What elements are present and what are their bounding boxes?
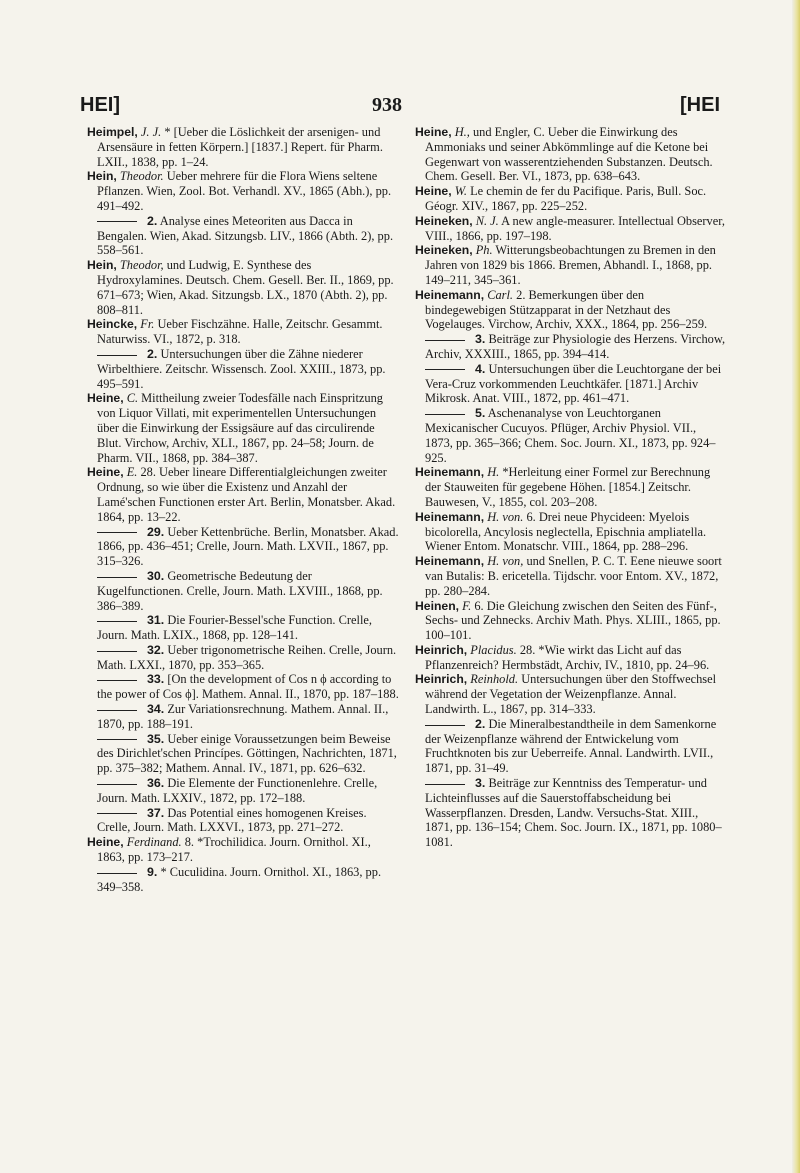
bibliography-subentry (87, 613, 399, 643)
author-surname: Heineken, (415, 213, 473, 228)
bibliography-entry (415, 214, 727, 244)
bibliography-entry (87, 465, 399, 524)
entry-text: Untersuchungen über den Stoffwechsel während der Vegetation der Weizenpflanze. Annal. Landwirth. L., 1867, pp. 314–333. (425, 672, 717, 717)
ditto-dash (97, 355, 137, 356)
bibliography-entry (87, 317, 399, 347)
ditto-dash (97, 651, 137, 652)
ditto-dash (97, 784, 137, 785)
author-given-name: Placidus. (470, 642, 517, 657)
bibliography-entry (415, 288, 727, 332)
bibliography-entry (87, 169, 399, 213)
page-edge (792, 0, 800, 1173)
author-given-name: Fr. (140, 317, 155, 332)
entry-text: 28. *Wie wirkt das Licht auf das Pflanzenreich? Hermbstädt, Archiv, IV., 1810, pp. 24–96. (425, 642, 710, 672)
entry-number: 33. (147, 672, 165, 687)
author-surname: Heine, (87, 465, 124, 480)
ditto-dash (97, 739, 137, 740)
bibliography-subentry (87, 347, 399, 391)
entry-text: [On the development of Cos n ϕ according to the power of Cos ϕ]. Mathem. Annal. II., 1870, pp. 187–188. (97, 672, 399, 702)
bibliography-entry (415, 554, 727, 598)
entry-number: 4. (475, 361, 486, 376)
author-given-name: Theodor. (119, 169, 164, 184)
entry-text: und Ludwig, E. Synthese des Hydroxylamines. Deutsch. Chem. Gesell. Ber. II., 1869, pp. 671–673; Wien, Akad. Sitzungsb. LX., 1870 (Abth. 2), pp. 808–811. (97, 258, 394, 317)
entry-number: 30. (147, 568, 165, 583)
entry-text: Ueber einige Voraussetzungen beim Beweise des Dirichlet'schen Princípes. Göttingen, Nachrichten, 1871, pp. 375–382; Mathem. Annal. IV., 1871, pp. 626–632. (97, 731, 397, 776)
bibliography-subentry (87, 214, 399, 258)
bibliography-subentry (415, 362, 727, 406)
bibliography-subentry (415, 717, 727, 776)
entry-text: Das Potential eines homogenen Kreises. Crelle, Journ. Math. LXXVI., 1873, pp. 271–272. (97, 805, 367, 835)
entry-text: Ueber Kettenbrüche. Berlin, Monatsber. Akad. 1866, pp. 436–451; Crelle, Journ. Math. LXVII., 1867, pp. 315–326. (97, 524, 399, 569)
entry-text: * Cuculidina. Journ. Ornithol. XI., 1863, pp. 349–358. (97, 864, 382, 894)
entry-number: 2. (475, 716, 486, 731)
entry-text: und Engler, C. Ueber die Einwirkung des Ammoniaks und seiner Abkömmlinge auf die Ketone bei Gegenwart von wasserentziehenden Substanzen. Deutsch. Chem. Gesell. Ber. VI., 1873, pp. 638–643. (425, 125, 713, 184)
entry-number: 3. (475, 332, 486, 347)
author-surname: Heinemann, (415, 509, 485, 524)
author-surname: Heine, (87, 391, 124, 406)
entry-number: 35. (147, 731, 165, 746)
bibliography-entry (415, 643, 727, 673)
header-left: HEI] (80, 94, 120, 116)
entry-text: Aschenanalyse von Leuchtorganen Mexicanischer Cucuyos. Pflüger, Archiv Physiol. VII., 1873, pp. 365–366; Chem. Soc. Journ. XI., 1873, pp. 924–925. (425, 406, 716, 465)
author-given-name: H., (454, 125, 470, 139)
entry-text: Beiträge zur Kenntniss des Temperatur- und Lichteinflusses auf die Sauerstoffabscheidung bei Wasserpflanzen. Dresden, Landw. Versuchs-Stat. XIII., 1871, pp. 136–154; Chem. Soc. Journ. IX., 1871, pp. 1080–1081. (425, 776, 722, 850)
entry-text: Beiträge zur Physiologie des Herzens. Virchow, Archiv, XXXIII., 1865, pp. 394–414. (425, 332, 726, 361)
entry-text: * [Ueber die Löslichkeit der arsenigen- und Arsensäure in fetten Körpern.] [1837.] Repert. für Pharm. LXII., 1838, pp. 1–24. (97, 125, 383, 169)
bibliography-entry (415, 184, 727, 214)
bibliography-entry (415, 125, 727, 184)
bibliography-subentry (87, 776, 399, 806)
bibliography-subentry (87, 525, 399, 569)
entry-text: Zur Variationsrechnung. Mathem. Annal. II., 1870, pp. 188–191. (97, 702, 389, 731)
author-surname: Heinrich, (415, 672, 468, 687)
ditto-dash (97, 221, 137, 222)
author-given-name: H. von, (487, 554, 524, 569)
ditto-dash (97, 813, 137, 814)
author-surname: Heine, (87, 835, 124, 850)
entry-text: Ueber mehrere für die Flora Wiens seltene Pflanzen. Wien, Zool. Bot. Verhandl. XV., 1865 (Abh.), pp. 491–492. (97, 169, 392, 213)
author-surname: Hein, (87, 169, 117, 184)
bibliography-entry (87, 835, 399, 865)
entry-text: Die Elemente der Functionenlehre. Crelle, Journ. Math. LXXIV., 1872, pp. 172–188. (97, 776, 378, 805)
entry-number: 31. (147, 613, 165, 628)
bibliography-subentry (87, 702, 399, 732)
ditto-dash (97, 621, 137, 622)
running-header (80, 94, 720, 122)
ditto-dash (425, 369, 465, 370)
entry-number: 36. (147, 776, 165, 791)
entry-number: 29. (147, 524, 165, 539)
ditto-dash (425, 340, 465, 341)
entry-text: Untersuchungen über die Zähne niederer Wirbelthiere. Zeitschr. Wissensch. Zool. XXIII., 1873, pp. 495–591. (97, 346, 386, 391)
author-surname: Heinrich, (415, 642, 468, 657)
bibliography-entry (415, 510, 727, 554)
ditto-dash (425, 414, 465, 415)
entry-text: 6. Die Gleichung zwischen den Seiten des Fünf-, Sechs- und Zehnecks. Archiv Math. Phys. XLIII., 1865, pp. 100–101. (425, 598, 721, 643)
bibliography-subentry (87, 569, 399, 613)
bibliography-entry (415, 599, 727, 643)
bibliography-entry (87, 125, 399, 169)
entry-text: 6. Drei neue Phycideen: Myelois bicolorella, Ancylosis neglectella, Epischnia ampliatella. Wiener Entom. Monatschr. VIII., 1864, pp. 288–296. (425, 509, 707, 554)
author-surname: Hein, (87, 258, 117, 273)
header-right: [HEI (680, 94, 720, 116)
entry-text: Geometrische Bedeutung der Kugelfunctionen. Crelle, Journ. Math. LXVIII., 1868, pp. 386–389. (97, 568, 383, 613)
author-given-name: H. (487, 465, 500, 480)
entry-number: 37. (147, 805, 165, 820)
entry-text: Analyse eines Meteoriten aus Dacca in Bengalen. Wien, Akad. Sitzungsb. LIV., 1866 (Abth. 2), pp. 558–561. (97, 213, 394, 258)
bibliography-entry (415, 465, 727, 509)
ditto-dash (425, 725, 465, 726)
ditto-dash (97, 680, 137, 681)
author-surname: Heimpel, (87, 125, 138, 139)
bibliography-subentry (87, 643, 399, 673)
bibliography-subentry (87, 865, 399, 895)
entry-number: 9. (147, 864, 158, 879)
author-given-name: Ferdinand. (126, 835, 182, 850)
author-surname: Heinemann, (415, 465, 485, 480)
author-surname: Heine, (415, 125, 452, 139)
right-column (415, 125, 727, 850)
author-surname: Heinemann, (415, 554, 485, 569)
author-surname: Heincke, (87, 317, 138, 332)
author-surname: Heinen, (415, 598, 460, 613)
ditto-dash (425, 784, 465, 785)
bibliography-entry (87, 258, 399, 317)
ditto-dash (97, 577, 137, 578)
entry-number: 3. (475, 776, 486, 791)
author-given-name: H. von. (487, 509, 524, 524)
bibliography-entry (87, 391, 399, 465)
entry-number: 34. (147, 702, 165, 717)
entry-text: A new angle-measurer. Intellectual Observer, VIII., 1866, pp. 197–198. (425, 213, 725, 243)
ditto-dash (97, 873, 137, 874)
bibliography-entry (415, 672, 727, 716)
entry-number: 2. (147, 346, 158, 361)
entry-text: Die Fourier-Bessel'sche Function. Crelle, Journ. Math. LXIX., 1868, pp. 128–141. (97, 613, 372, 643)
entry-number: 5. (475, 406, 486, 421)
entry-text: Untersuchungen über die Leuchtorgane der bei Vera-Cruz vorkommenden Leuchtkäfer. [1871.] Archiv Mikrosk. Anat. VIII., 1872, pp. 461–471. (425, 361, 722, 406)
entry-text: Die Mineralbestandtheile in dem Samenkorne der Weizenpflanze während der Entwickelung vom Fruchtknoten bis zur Ueberreife. Annal. Landwirth. LVII., 1871, pp. 31–49. (425, 716, 717, 776)
entry-number: 32. (147, 642, 165, 657)
author-given-name: E. (126, 465, 138, 480)
bibliography-subentry (87, 672, 399, 702)
entry-text: Witterungsbeobachtungen zu Bremen in den Jahren von 1829 bis 1866. Bremen, Abhandl. I., 1868, pp. 149–211, 345–361. (425, 243, 716, 287)
author-given-name: N. J. (475, 213, 499, 228)
bibliography-subentry (415, 776, 727, 850)
author-given-name: Carl. (487, 287, 514, 302)
author-surname: Heine, (415, 184, 452, 199)
bibliography-subentry (415, 406, 727, 465)
left-column (87, 125, 399, 894)
author-given-name: F. (462, 598, 472, 613)
author-surname: Heineken, (415, 243, 473, 258)
entry-text: 8. *Trochilidica. Journ. Ornithol. XI., 1863, pp. 173–217. (97, 835, 371, 865)
page-number: 938 (372, 94, 402, 116)
author-given-name: W. (454, 184, 467, 199)
bibliography-entry (415, 243, 727, 287)
entry-text: und Snellen, P. C. T. Eene nieuwe soort van Butalis: B. ericetella. Tijdschr. voor Entom. XV., 1872, pp. 280–284. (425, 554, 722, 598)
author-given-name: Reinhold. (470, 672, 519, 687)
entry-text: Le chemin de fer du Pacifique. Paris, Bull. Soc. Géogr. XIV., 1867, pp. 225–252. (425, 184, 707, 213)
bibliography-subentry (87, 732, 399, 776)
entry-text: Mittheilung zweier Todesfälle nach Einspritzung von Liquor Villati, mit experimentellen Untersuchungen über die Einwirkung der Essigsäure auf das circulirende Blut. Virchow, Archiv, XLI., 1867, pp. 24–58; Journ. de Pharm. VII., 1868, pp. 384–387. (97, 391, 383, 465)
bibliography-subentry (87, 806, 399, 836)
author-given-name: J. J. (140, 125, 162, 139)
entry-text: 2. Bemerkungen über den bindegewebigen Stützapparat in der Netzhaut des Vogelauges. Virchow, Archiv, XXX., 1864, pp. 256–259. (425, 287, 708, 332)
entry-text: *Herleitung einer Formel zur Berechnung der Stauweiten für gegebene Höhen. [1854.] Zeitschr. Bauwesen, V., 1855, col. 203–208. (425, 465, 711, 509)
author-given-name: C. (126, 391, 139, 406)
entry-text: Ueber trigonometrische Reihen. Crelle, Journ. Math. LXXI., 1870, pp. 353–365. (97, 642, 397, 672)
entry-text: 28. Ueber lineare Differentialgleichungen zweiter Ordnung, so wie über die Existenz und Anzahl der Lamé'schen Functionen erster Art. Berlin, Monatsber. Akad. 1864, pp. 13–22. (97, 465, 396, 524)
entry-number: 2. (147, 213, 158, 228)
author-given-name: Ph. (475, 243, 493, 258)
entry-text: Ueber Fischzähne. Halle, Zeitschr. Gesammt. Naturwiss. VI., 1872, p. 318. (97, 317, 383, 347)
ditto-dash (97, 710, 137, 711)
ditto-dash (97, 532, 137, 533)
author-surname: Heinemann, (415, 287, 485, 302)
bibliography-subentry (415, 332, 727, 362)
author-given-name: Theodor, (119, 258, 164, 273)
